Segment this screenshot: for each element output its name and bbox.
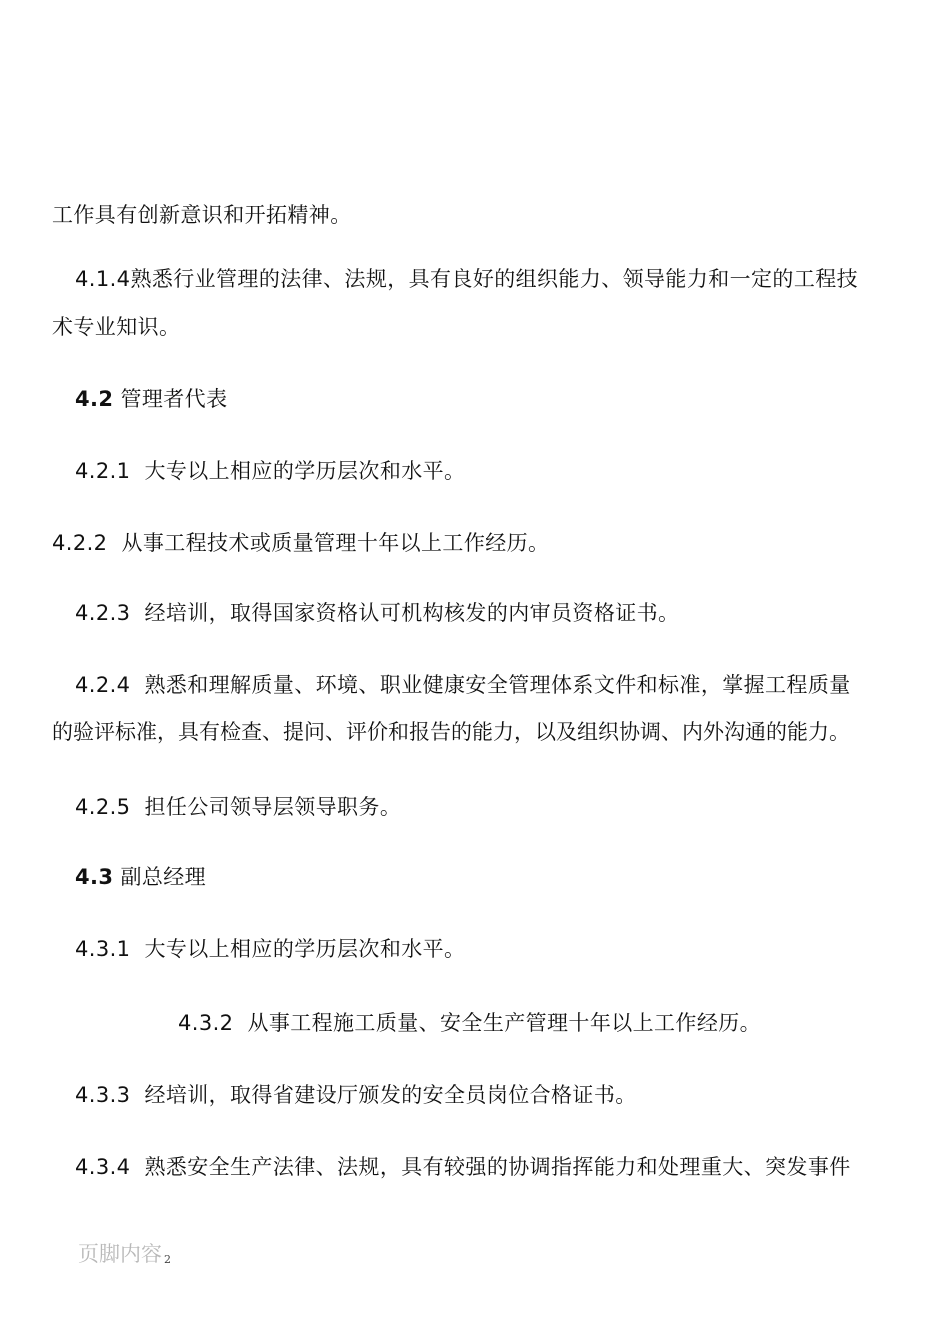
- paragraph-line: [52, 201, 352, 229]
- paragraph-line: [75, 599, 679, 627]
- line-text: 工作具有创新意识和开拓精神。: [52, 203, 352, 227]
- section-heading: [75, 385, 227, 413]
- paragraph-line: [75, 1081, 637, 1109]
- paragraph-line: [75, 671, 851, 699]
- line-text: 熟悉安全生产法律、法规，具有较强的协调指挥能力和处理重大、突发事件: [144, 1155, 851, 1179]
- section-number: 4.2.3: [75, 601, 131, 625]
- paragraph-line: [75, 457, 465, 485]
- footer-text: 页脚内容: [78, 1242, 162, 1266]
- section-number: 4.2: [75, 387, 114, 411]
- section-number: 4.3: [75, 865, 114, 889]
- line-text: 熟悉行业管理的法律、法规，具有良好的组织能力、领导能力和一定的工程技: [130, 267, 859, 291]
- line-text: 从事工程施工质量、安全生产管理十年以上工作经历。: [247, 1011, 762, 1035]
- line-text: 管理者代表: [120, 387, 228, 411]
- page-footer: [78, 1238, 171, 1268]
- paragraph-line: [52, 718, 850, 746]
- paragraph-line: [178, 1009, 761, 1037]
- paragraph-line: [52, 313, 180, 341]
- line-text: 大专以上相应的学历层次和水平。: [144, 937, 466, 961]
- line-text: 术专业知识。: [52, 315, 181, 339]
- section-number: 4.2.2: [52, 531, 108, 555]
- section-number: 4.3.4: [75, 1155, 131, 1179]
- line-text: 大专以上相应的学历层次和水平。: [144, 459, 466, 483]
- line-text: 从事工程技术或质量管理十年以上工作经历。: [121, 531, 550, 555]
- section-number: 4.2.4: [75, 673, 131, 697]
- section-number: 4.2.5: [75, 795, 131, 819]
- line-text: 的验评标准，具有检查、提问、评价和报告的能力，以及组织协调、内外沟通的能力。: [52, 720, 850, 744]
- line-text: 经培训，取得国家资格认可机构核发的内审员资格证书。: [144, 601, 680, 625]
- line-text: 熟悉和理解质量、环境、职业健康安全管理体系文件和标准，掌握工程质量: [144, 673, 851, 697]
- paragraph-line: [52, 529, 549, 557]
- line-text: 担任公司领导层领导职务。: [144, 795, 402, 819]
- page-number: 2: [164, 1253, 171, 1266]
- section-number: 4.3.3: [75, 1083, 131, 1107]
- section-number: 4.3.2: [178, 1011, 234, 1035]
- section-number: 4.1.4: [75, 267, 131, 291]
- paragraph-line: [75, 265, 858, 293]
- line-text: 经培训，取得省建设厅颁发的安全员岗位合格证书。: [144, 1083, 637, 1107]
- paragraph-line: [75, 1153, 851, 1181]
- paragraph-line: [75, 935, 465, 963]
- paragraph-line: [75, 793, 401, 821]
- section-number: 4.3.1: [75, 937, 131, 961]
- section-number: 4.2.1: [75, 459, 131, 483]
- section-heading: [75, 863, 206, 891]
- line-text: 副总经理: [120, 865, 207, 889]
